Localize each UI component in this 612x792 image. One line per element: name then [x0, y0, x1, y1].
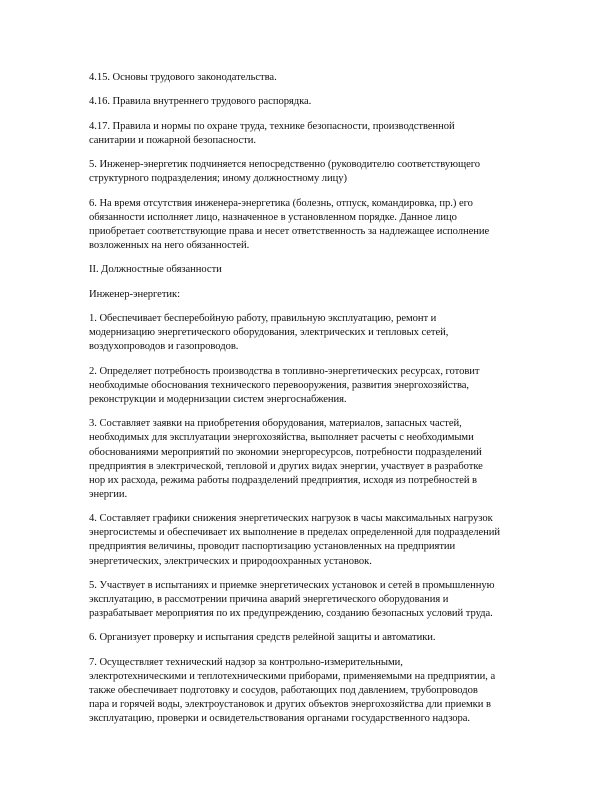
text-line: 4.17. Правила и нормы по охране труда, технике безопасности, производственной [89, 120, 455, 132]
text-line: разрабатывает мероприятия по их предупреждению, созданию безопасных условий труда. [89, 608, 493, 620]
text-line: 3. Составляет заявки на приобретения оборудования, материалов, запасных частей, [89, 418, 462, 430]
text-line: предприятия величины, проводит паспортизацию установленных на предприятии [89, 541, 456, 553]
text-line: II. Должностные обязанности [89, 264, 222, 276]
text-line: электротехническими и теплотехническими приборами, применяемыми на предприятии, а [89, 670, 496, 682]
paragraph [89, 263, 539, 277]
paragraph [89, 288, 539, 302]
text-line: пара и горячей воды, электроустановок и других объектов энергохозяйства дли приемки в [89, 699, 491, 711]
paragraph [89, 312, 539, 354]
text-line: 5. Инженер-энергетик подчиняется непосредственно (руководителю соответствующего [89, 159, 480, 171]
text-line: энергетических, электрических и природоохранных установок. [89, 555, 372, 567]
paragraph [89, 417, 539, 502]
text-line: энергии. [89, 488, 128, 500]
paragraph [89, 95, 539, 109]
text-line: 4.15. Основы трудового законодательства. [89, 72, 277, 83]
text-line: возложенных на него обязанностей. [89, 240, 250, 252]
text-line: 4.16. Правила внутреннего трудового распорядка. [89, 96, 312, 108]
paragraph [89, 120, 539, 148]
paragraph [89, 631, 539, 645]
text-line: необходимых для эксплуатации энергохозяйства, выполняет расчеты с необходимыми [89, 432, 474, 444]
paragraph [89, 197, 539, 253]
text-line: 2. Определяет потребность производства в топливно-энергетических ресурсах, готовит [89, 365, 480, 377]
text-line: нор их расхода, режима работы подразделений предприятия, исходя из потребностей в [89, 474, 477, 486]
text-line: 1. Обеспечивает бесперебойную работу, правильную эксплуатацию, ремонт и [89, 313, 437, 325]
text-line: эксплуатацию, проверки и освидетельствования органами государственного надзора. [89, 713, 471, 725]
text-line: 4. Составляет графики снижения энергетических нагрузок в часы максимальных нагрузок [89, 513, 493, 525]
text-line: санитарии и пожарной безопасности. [89, 134, 256, 146]
text-line: структурного подразделения; иному должностному лицу) [89, 173, 347, 185]
text-line: предприятия в электрической, тепловой и других видах энергии, участвует в разработке [89, 460, 483, 472]
text-line: Инженер-энергетик: [89, 288, 181, 300]
paragraph [89, 579, 539, 621]
paragraph [89, 71, 539, 85]
paragraph [89, 365, 539, 407]
text-line: 6. Организует проверку и испытания средств релейной защиты и автоматики. [89, 632, 436, 644]
document-page [89, 71, 539, 737]
text-line: 6. На время отсутствия инженера-энергетика (болезнь, отпуск, командировка, пр.) его [89, 197, 473, 209]
text-line: приобретает соответствующие права и несет ответственность за надлежащее исполнение [89, 225, 490, 237]
text-line: воздухопроводов и газопроводов. [89, 341, 239, 353]
paragraph [89, 512, 539, 568]
text-line: 7. Осуществляет технический надзор за контрольно-измерительными, [89, 656, 403, 668]
text-line: модернизацию энергетического оборудования, электрических и тепловых сетей, [89, 327, 449, 339]
paragraph [89, 656, 539, 726]
text-line: эксплуатацию, в рассмотрении причина аварий энергетического оборудования и [89, 593, 449, 605]
text-line: также обеспечивает подготовку и сосудов, работающих под давлением, трубопроводов [89, 685, 478, 697]
text-line: энергосистемы и обеспечивает их выполнение в пределах определенной для подразделений [89, 527, 501, 539]
text-line: 5. Участвует в испытаниях и приемке энергетических установок и сетей в промышленную [89, 579, 495, 591]
text-line: обоснованиями мероприятий по экономии энергоресурсов, потребности подразделений [89, 446, 482, 458]
text-line: обязанности исполняет лицо, назначенное в установленном порядке. Данное лицо [89, 211, 457, 223]
text-line: необходимые обоснования технического перевооружения, развития энергохозяйства, [89, 379, 470, 391]
paragraph [89, 158, 539, 186]
text-line: реконструкции и модернизации систем энергоснабжения. [89, 393, 347, 405]
